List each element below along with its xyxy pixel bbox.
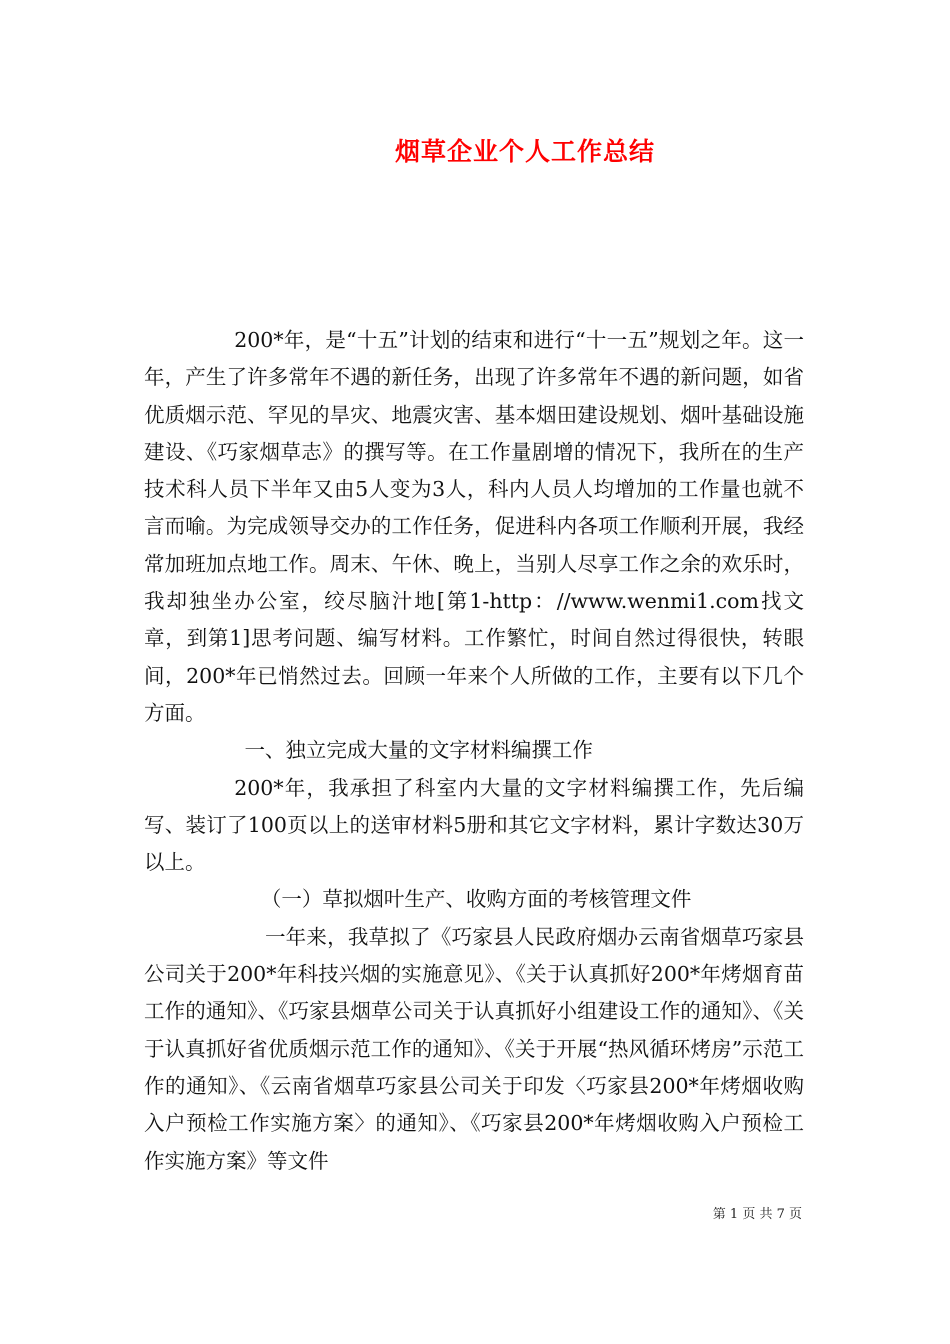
body-paragraph-section-1: 200*年，我承担了科室内大量的文字材料编撰工作，先后编写、装订了100页以上的送审材料5册和其它文字材料，累计字数达30万以上。: [144, 775, 804, 875]
subsection-heading-1: （一）草拟烟叶生产、收购方面的考核管理文件: [260, 887, 692, 912]
document-title: 烟草企业个人工作总结: [394, 137, 655, 166]
body-paragraph-subsection-1: 一年来，我草拟了《巧家县人民政府烟办云南省烟草巧家县公司关于200*年科技兴烟的实施意见》、《关于认真抓好200*年烤烟育苗工作的通知》、《巧家县烟草公司关于认真抓好小组建设工作的通知》、《关于认真抓好省优质烟示范工作的通知》、《关于开展“热风循环烤房”示范工作的通知》、《云南省烟草巧家县公司关于印发〈巧家县200*年烤烟收购入户预检工作实施方案〉的通知》、《巧家县200*年烤烟收购入户预检工作实施方案》等文件: [144, 924, 804, 1173]
body-paragraph-intro: 200*年，是“十五”计划的结束和进行“十一五”规划之年。这一年，产生了许多常年不遇的新任务，出现了许多常年不遇的新问题，如省优质烟示范、罕见的旱灾、地震灾害、基本烟田建设规划、烟叶基础设施建设、《巧家烟草志》的撰写等。在工作量剧增的情况下，我所在的生产技术科人员下半年又由5人变为3人，科内人员人均增加的工作量也就不言而喻。为完成领导交办的工作任务，促进科内各项工作顺利开展，我经常加班加点地工作。周末、午休、晚上，当别人尽享工作之余的欢乐时，我却独坐办公室，绞尽脑汁地[第1-http：//www.wenmi1.com找文章，到第1]思考问题、编写材料。工作繁忙，时间自然过得很快，转眼间，200*年已悄然过去。回顾一年来个人所做的工作，主要有以下几个方面。: [144, 328, 804, 725]
page-footer: 第 1 页 共 7 页: [712, 1207, 802, 1222]
section-heading-1: 一、独立完成大量的文字材料编撰工作: [244, 738, 593, 763]
document-body: [144, 322, 804, 1180]
